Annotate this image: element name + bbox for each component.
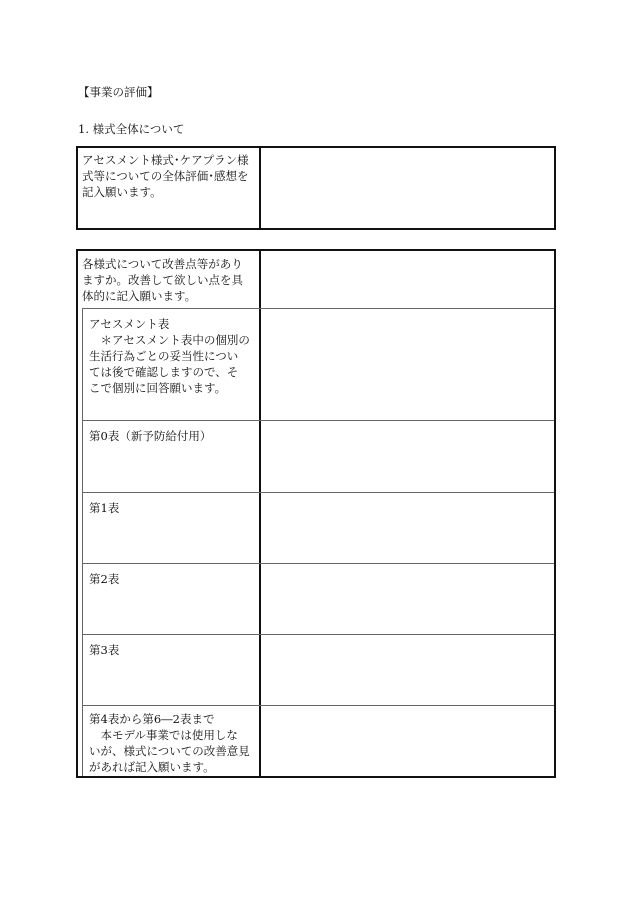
- row-label-table2: 第2表: [89, 572, 120, 586]
- column-divider: [259, 249, 261, 778]
- answer-field-table3[interactable]: [262, 635, 554, 705]
- answer-field-assessment[interactable]: [262, 309, 554, 420]
- overall-evaluation-answer-field[interactable]: [262, 148, 554, 228]
- overall-evaluation-label: アセスメント様式･ケアプラン様 式等についての全体評価･感想を 記入願います。: [82, 153, 249, 199]
- row-label-table4-6: 第4表から第6―2表まで 本モデル事業では使用しな いが、様式についての改善意見 があれば記入願います。: [89, 712, 250, 774]
- answer-field-table1[interactable]: [262, 493, 554, 563]
- section-title: 1. 様式全体について: [78, 122, 185, 136]
- column-divider: [259, 146, 261, 230]
- row-label-table1: 第1表: [89, 501, 120, 515]
- page-heading: 【事業の評価】: [78, 85, 159, 99]
- improvement-header-answer-field[interactable]: [262, 251, 554, 308]
- answer-field-table4-6[interactable]: [262, 706, 554, 776]
- row-label-table0: 第0表（新予防給付用）: [89, 429, 212, 443]
- answer-field-table2[interactable]: [262, 564, 554, 634]
- improvement-header-label: 各様式について改善点等があり ますか。改善して欲しい点を具 体的に記入願います。: [82, 257, 243, 303]
- answer-field-table0[interactable]: [262, 421, 554, 492]
- row-label-assessment: アセスメント表 ＊アセスメント表中の個別の 生活行為ごとの妥当性につい ては後で確認しますので、そ こで個別に回答願います。: [89, 317, 250, 395]
- row-label-table3: 第3表: [89, 643, 120, 657]
